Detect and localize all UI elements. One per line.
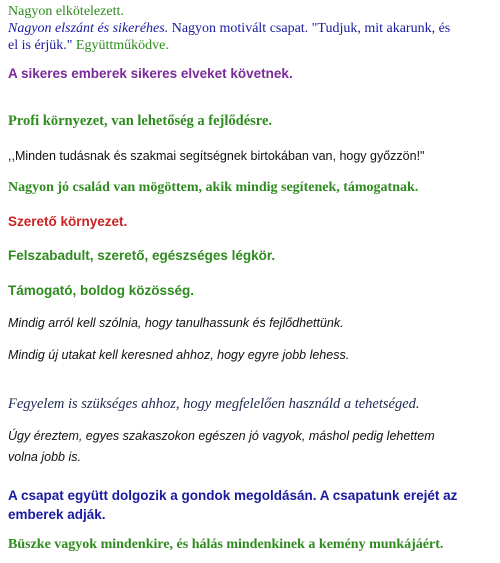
quote-line-11: Mindig arról kell szólnia, hogy tanulhassunk és fejlődhettünk. bbox=[8, 316, 344, 330]
quote-line-2-italic: Nagyon elszánt és sikeréhes. bbox=[8, 21, 169, 36]
quote-line-2-rest: Nagyon motivált csapat. "Tudjuk, mit akarunk, és bbox=[168, 21, 451, 36]
quote-line-12: Mindig új utakat kell keresned ahhoz, hogy egyre jobb lehess. bbox=[8, 348, 350, 362]
quote-line-3 bbox=[8, 38, 169, 54]
quote-line-9: Felszabadult, szerető, egészséges légkör. bbox=[8, 248, 276, 263]
quote-line-3-end: Együttműködve. bbox=[72, 38, 169, 53]
quote-line-15a: A csapat együtt dolgozik a gondok megoldásán. A csapatunk erejét az bbox=[8, 488, 458, 503]
quote-line-16: Büszke vagyok mindenkire, és hálás mindenkinek a kemény munkájáért. bbox=[8, 537, 444, 552]
quote-line-2 bbox=[8, 21, 450, 37]
quote-line-7: Nagyon jó család van mögöttem, akik mindig segítenek, támogatnak. bbox=[8, 180, 419, 195]
quote-line-3-start: el is érjük." bbox=[8, 38, 73, 53]
quote-line-13: Fegyelem is szükséges ahhoz, hogy megfelelően használd a tehetséged. bbox=[8, 396, 420, 412]
quote-line-14a: Úgy éreztem, egyes szakaszokon egészen jó vagyok, máshol pedig lehettem bbox=[8, 429, 435, 443]
quote-line-6: ,,Minden tudásnak és szakmai segítségnek birtokában van, hogy győzzön!" bbox=[8, 149, 425, 163]
quote-line-4: A sikeres emberek sikeres elveket követnek. bbox=[8, 66, 293, 81]
quote-line-15b: emberek adják. bbox=[8, 507, 106, 522]
quote-line-8: Szerető környezet. bbox=[8, 214, 128, 229]
quote-line-10: Támogató, boldog közösség. bbox=[8, 283, 195, 298]
quote-line-1: Nagyon elkötelezett. bbox=[8, 4, 124, 19]
quote-line-5: Profi környezet, van lehetőség a fejlődésre. bbox=[8, 113, 273, 129]
quote-line-14b: volna jobb is. bbox=[8, 450, 81, 464]
